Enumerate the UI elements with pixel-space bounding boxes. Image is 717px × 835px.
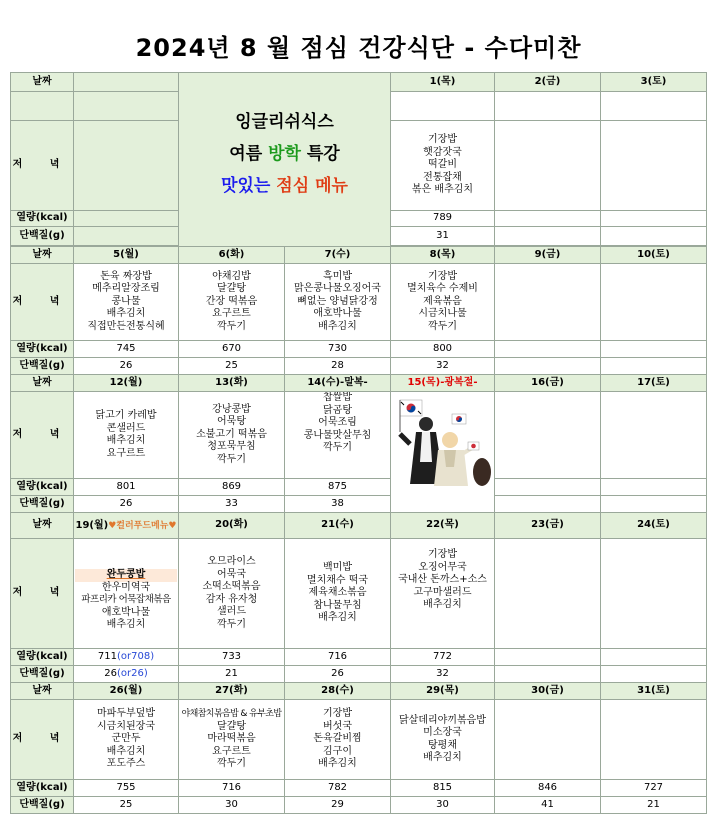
day-header: 3(토) [601, 73, 707, 92]
kcal-value: 670 [179, 341, 285, 358]
menu-cell: 야채김밥 달걀탕 간장 떡볶음 요구르트 깍두기 [179, 264, 285, 341]
empty-cell [601, 92, 707, 121]
kcal-value: 733 [179, 649, 285, 666]
banner-subtitle: 여름 방학 특강 [229, 144, 340, 164]
menu-cell: 오므라이스 어묵국 소떡소떡볶음 감자 유자청 샐러드 깍두기 [179, 539, 285, 649]
protein-value [495, 496, 601, 513]
day-header: 17(토) [601, 375, 707, 392]
day-header: 9(금) [495, 247, 601, 264]
kcal-value [495, 341, 601, 358]
menu-cell [495, 700, 601, 780]
liberation-day-cell [391, 392, 495, 513]
kcal-value: 716 [179, 780, 285, 797]
menu-cell: 기장밥 멸치육수 수제비 제육볶음 시금치나물 깍두기 [391, 264, 495, 341]
summer-lunch-banner [179, 73, 391, 247]
kcal-label: 열량(kcal) [11, 479, 74, 496]
date-label: 날짜 [11, 247, 74, 264]
day-header: 14(수)-말복- [285, 375, 391, 392]
kcal-label: 열량(kcal) [11, 780, 74, 797]
menu-cell: 기장밥 버섯국 돈육갈비찜 김구이 배추김치 [285, 700, 391, 780]
menu-cell: 흑미밥 맑은콩나물오징어국 뼈없는 양념닭강정 애호박나물 배추김치 [285, 264, 391, 341]
kcal-value: 782 [285, 780, 391, 797]
day-header: 22(목) [391, 513, 495, 539]
protein-value: 25 [179, 358, 285, 375]
menu-cell [495, 264, 601, 341]
date-label: 날짜 [11, 683, 74, 700]
protein-value: 29 [285, 797, 391, 814]
menu-cell [601, 392, 707, 479]
kcal-value [495, 649, 601, 666]
menu-cell: 닭살데리야끼볶음밥 미소장국 탕평채 배추김치 [391, 700, 495, 780]
menu-cell: 백미밥 멸치채수 떡국 제육채소볶음 참나물무침 배추김치 [285, 539, 391, 649]
day-header: 21(수) [285, 513, 391, 539]
banner-title: 잉글리쉬식스 [235, 112, 334, 132]
kcal-value: 745 [74, 341, 179, 358]
day-header: 2(금) [495, 73, 601, 92]
menu-cell: 야채참치볶음밥 & 유부초밥 달걀탕 마라떡볶음 요구르트 깍두기 [179, 700, 285, 780]
kcal-alt: (or708) [116, 650, 155, 662]
meal-label: 저 녁 [11, 264, 74, 341]
protein-value: 26 [285, 666, 391, 683]
menu-cell [601, 264, 707, 341]
day-header: 23(금) [495, 513, 601, 539]
kcal-value: 755 [74, 780, 179, 797]
day-header: 26(월) [74, 683, 179, 700]
meal-label: 저 녁 [11, 539, 74, 649]
menu-cell: 돈육 짜장밥 메추리알장조림 콩나물 배추김치 직접만든전통식혜 [74, 264, 179, 341]
protein-value: 33 [179, 496, 285, 513]
day-header: 1(목) [391, 73, 495, 92]
empty-cell [74, 92, 179, 121]
protein-label: 단백질(g) [11, 496, 74, 513]
protein-value: 28 [285, 358, 391, 375]
kcal-label: 열량(kcal) [11, 649, 74, 666]
day-header: 24(토) [601, 513, 707, 539]
kcal-value: 846 [495, 780, 601, 797]
empty-label [11, 92, 74, 121]
day-header: 6(화) [179, 247, 285, 264]
day-header: 27(화) [179, 683, 285, 700]
lunch-menu-table [10, 72, 707, 814]
day-header: 30(금) [495, 683, 601, 700]
kcal-value [601, 341, 707, 358]
protein-value [495, 358, 601, 375]
protein-label: 단백질(g) [11, 227, 74, 246]
kcal-value: 815 [391, 780, 495, 797]
day-header: 28(수) [285, 683, 391, 700]
protein-value [601, 496, 707, 513]
kcal-value [601, 649, 707, 666]
kcal-value: 789 [391, 211, 495, 227]
day-header: 7(수) [285, 247, 391, 264]
menu-cell: 찹쌀밥 닭곰탕 어묵조림 콩나물맛살무침 깍두기 [285, 392, 391, 479]
kcal-value: 869 [179, 479, 285, 496]
protein-value: 21 [601, 797, 707, 814]
menu-cell: 마파두부덮밥 시금치된장국 군만두 배추김치 포도주스 [74, 700, 179, 780]
empty-cell [74, 227, 179, 246]
day-header: 12(월) [74, 375, 179, 392]
meal-label: 저 녁 [11, 392, 74, 479]
menu-cell [495, 539, 601, 649]
meal-label: 저 녁 [11, 700, 74, 780]
menu-cell: 기장밥 햇감잣국 떡갈비 전통잡채 볶은 배추김치 [391, 121, 495, 211]
meal-label: 저 녁 [11, 121, 74, 211]
menu-cell: 기장밥 오징어무국 국내산 돈까스+소스 고구마샐러드 배추김치 [391, 539, 495, 649]
menu-cell [495, 392, 601, 479]
day-header: 8(목) [391, 247, 495, 264]
protein-label: 단백질(g) [11, 358, 74, 375]
day-header: 16(금) [495, 375, 601, 392]
empty-header [74, 73, 179, 92]
kcal-value: 727 [601, 780, 707, 797]
kcal-label: 열량(kcal) [11, 211, 74, 227]
day-header: 13(화) [179, 375, 285, 392]
date-label: 날짜 [11, 375, 74, 392]
day-header: 10(토) [601, 247, 707, 264]
protein-value [495, 666, 601, 683]
protein-label: 단백질(g) [11, 666, 74, 683]
protein-value [601, 358, 707, 375]
protein-value: 30 [179, 797, 285, 814]
kcal-value: 730 [285, 341, 391, 358]
protein-value: 26 [74, 358, 179, 375]
menu-cell: 강낭콩밥 어묵탕 소불고기 떡볶음 청포묵무침 깍두기 [179, 392, 285, 479]
kcal-value [495, 211, 601, 227]
holiday-header: 15(목)-광복절- [391, 375, 495, 392]
kcal-value [601, 479, 707, 496]
menu-cell: 닭고기 카레밥 콘샐러드 배추김치 요구르트 [74, 392, 179, 479]
banner-tagline: 맛있는 점심 메뉴 [221, 176, 348, 196]
kcal-value: 711(or708) [74, 649, 179, 666]
protein-value: 31 [391, 227, 495, 246]
protein-value: 21 [179, 666, 285, 683]
protein-value: 25 [74, 797, 179, 814]
color-food-note: ♥컬러푸드메뉴♥ [108, 520, 177, 531]
special-menu-item: 완두콩밥 [75, 569, 177, 582]
day-header: 5(월) [74, 247, 179, 264]
protein-value [601, 227, 707, 246]
protein-value: 32 [391, 666, 495, 683]
menu-cell [601, 121, 707, 211]
protein-alt: (or26) [116, 667, 148, 679]
menu-cell: 완두콩밥 한우미역국 파프리카 어묵잡채볶음 애호박나물 배추김치 [74, 539, 179, 649]
protein-value: 32 [391, 358, 495, 375]
protein-value [495, 227, 601, 246]
day-header: 19(월)♥컬러푸드메뉴♥ [74, 513, 179, 539]
protein-value: 41 [495, 797, 601, 814]
kcal-label: 열량(kcal) [11, 341, 74, 358]
kcal-value: 772 [391, 649, 495, 666]
protein-label: 단백질(g) [11, 797, 74, 814]
protein-value: 38 [285, 496, 391, 513]
menu-cell [601, 700, 707, 780]
protein-value: 26 [74, 496, 179, 513]
empty-cell [74, 121, 179, 211]
menu-cell [601, 539, 707, 649]
korean-flag-illustration [392, 392, 494, 492]
empty-cell [495, 92, 601, 121]
kcal-value: 875 [285, 479, 391, 496]
kcal-value [601, 211, 707, 227]
protein-value [601, 666, 707, 683]
page-title: 2024년 8 월 점심 건강식단 - 수다미찬 [135, 34, 582, 62]
date-label: 날짜 [11, 513, 74, 539]
kcal-value: 801 [74, 479, 179, 496]
day-header: 29(목) [391, 683, 495, 700]
kcal-value [495, 479, 601, 496]
empty-cell [74, 211, 179, 227]
protein-value: 30 [391, 797, 495, 814]
protein-value: 26(or26) [74, 666, 179, 683]
kcal-value: 716 [285, 649, 391, 666]
kcal-value: 800 [391, 341, 495, 358]
empty-cell [391, 92, 495, 121]
day-header: 31(토) [601, 683, 707, 700]
day-header: 20(화) [179, 513, 285, 539]
menu-cell [495, 121, 601, 211]
date-label: 날짜 [11, 73, 74, 92]
